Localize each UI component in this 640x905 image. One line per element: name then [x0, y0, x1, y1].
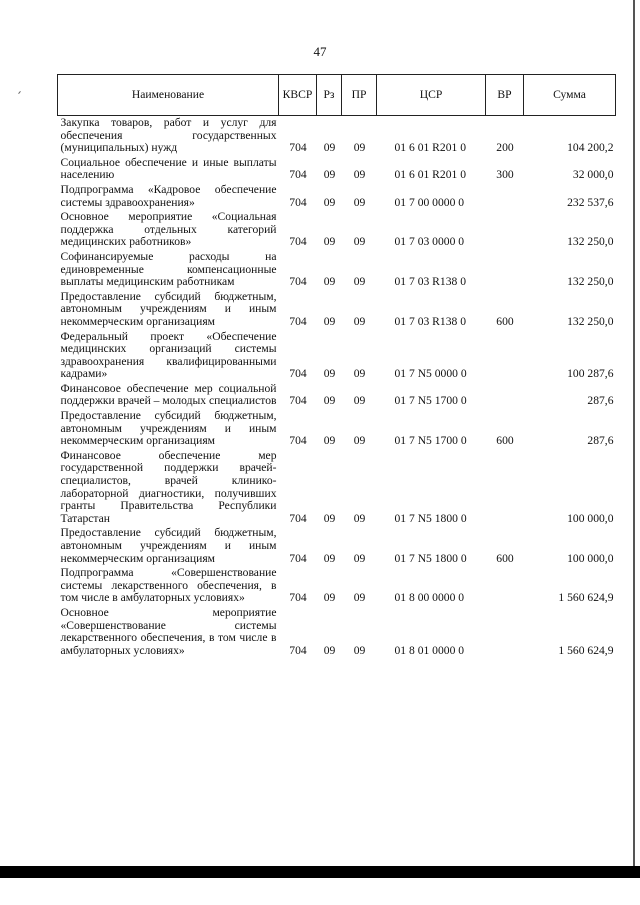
row-vr: 600	[496, 551, 514, 565]
row-kvsr: 704	[289, 195, 307, 209]
row-kvsr: 704	[289, 643, 307, 657]
row-name: Основное мероприятие «Социальная поддержка отдельных категорий медицинских работников»	[60, 210, 277, 249]
row-vr: 600	[496, 314, 514, 328]
row-name: Подпрограмма «Совершенствование системы лекарственного обеспечения, в том числе в амбулаторных условиях»	[60, 566, 277, 605]
row-rz: 09	[323, 551, 336, 565]
row-rz: 09	[323, 275, 336, 289]
row-rz: 09	[323, 367, 336, 381]
header-sum: Сумма	[524, 75, 616, 116]
row-vr: 200	[496, 141, 514, 155]
row-name: Предоставление субсидий бюджетным, автономным учреждениям и иным некоммерческим организациям	[60, 289, 277, 328]
row-rz: 09	[323, 195, 336, 209]
table-row	[58, 156, 616, 183]
row-vr	[486, 330, 524, 382]
header-rz: Рз	[317, 75, 342, 116]
budget-table	[57, 74, 616, 658]
row-kvsr: 704	[289, 367, 307, 381]
row-rz: 09	[323, 394, 336, 408]
row-sum: 32 000,0	[572, 168, 614, 182]
row-csr: 01 6 01 R201 0	[394, 168, 466, 182]
row-pr: 09	[353, 551, 366, 565]
row-name: Предоставление субсидий бюджетным, автономным учреждениям и иным некоммерческим организациям	[60, 526, 277, 565]
row-sum: 287,6	[587, 394, 614, 408]
row-sum: 100 000,0	[567, 511, 614, 525]
row-csr: 01 8 00 0000 0	[394, 591, 465, 605]
row-name: Федеральный проект «Обеспечение медицинских организаций системы здравоохранения квалифицированными кадрами»	[60, 329, 277, 381]
table-row	[58, 183, 616, 210]
row-name: Социальное обеспечение и иные выплаты населению	[60, 155, 277, 182]
row-kvsr: 704	[289, 235, 307, 249]
row-kvsr: 704	[289, 168, 307, 182]
row-pr: 09	[353, 235, 366, 249]
row-kvsr: 704	[289, 551, 307, 565]
row-csr: 01 6 01 R201 0	[394, 141, 466, 155]
table-row	[58, 116, 616, 156]
table-row	[58, 606, 616, 658]
row-pr: 09	[353, 434, 366, 448]
table-row	[58, 566, 616, 606]
header-csr: ЦСР	[377, 75, 486, 116]
row-pr: 09	[353, 511, 366, 525]
row-rz: 09	[323, 168, 336, 182]
row-rz: 09	[323, 643, 336, 657]
row-sum: 1 560 624,9	[558, 591, 614, 605]
row-name: Финансовое обеспечение мер государственной поддержки врачей-специалистов, врачей клинико-лабораторной диагностики, получивших гранты Правительства Республики Татарстан	[60, 448, 277, 525]
row-rz: 09	[323, 511, 336, 525]
row-kvsr: 704	[289, 314, 307, 328]
row-kvsr: 704	[289, 275, 307, 289]
row-pr: 09	[353, 591, 366, 605]
row-csr: 01 8 01 0000 0	[394, 643, 465, 657]
table-row	[58, 210, 616, 250]
row-pr: 09	[353, 275, 366, 289]
header-pr: ПР	[342, 75, 377, 116]
row-name: Предоставление субсидий бюджетным, автономным учреждениям и иным некоммерческим организациям	[60, 409, 277, 448]
row-sum: 100 000,0	[567, 551, 614, 565]
row-name: Подпрограмма «Кадровое обеспечение системы здравоохранения»	[60, 182, 277, 209]
table-row	[58, 409, 616, 449]
row-pr: 09	[353, 643, 366, 657]
row-vr	[486, 606, 524, 658]
row-csr: 01 7 N5 1700 0	[394, 394, 467, 408]
row-vr	[486, 183, 524, 210]
header-kvsr: КВСР	[279, 75, 317, 116]
row-sum: 1 560 624,9	[558, 643, 614, 657]
row-rz: 09	[323, 141, 336, 155]
row-name: Софинансируемые расходы на единовременные компенсационные выплаты медицинским работникам	[60, 249, 277, 289]
header-vr: ВР	[486, 75, 524, 116]
table-row	[58, 250, 616, 290]
row-csr: 01 7 N5 1800 0	[394, 551, 467, 565]
table-row	[58, 330, 616, 382]
table-row	[58, 290, 616, 330]
margin-mark	[18, 91, 21, 94]
row-name: Основное мероприятие «Совершенствование системы лекарственного обеспечения, в том числе в амбулаторных условиях»	[60, 605, 277, 657]
row-rz: 09	[323, 314, 336, 328]
row-name: Финансовое обеспечение мер социальной поддержки врачей – молодых специалистов	[60, 381, 277, 408]
row-rz: 09	[323, 591, 336, 605]
row-sum: 132 250,0	[567, 314, 614, 328]
header-name: Наименование	[58, 75, 279, 116]
table-body	[58, 116, 616, 659]
scan-right-edge	[633, 0, 635, 866]
table-row	[58, 526, 616, 566]
row-csr: 01 7 03 R138 0	[394, 275, 466, 289]
row-pr: 09	[353, 141, 366, 155]
table-row	[58, 449, 616, 527]
row-pr: 09	[353, 367, 366, 381]
row-pr: 09	[353, 168, 366, 182]
row-csr: 01 7 03 R138 0	[394, 314, 466, 328]
row-kvsr: 704	[289, 394, 307, 408]
row-vr	[486, 210, 524, 250]
row-vr	[486, 382, 524, 409]
table-header-row	[58, 75, 616, 116]
row-csr: 01 7 00 0000 0	[394, 195, 465, 209]
row-vr	[486, 566, 524, 606]
row-vr: 600	[496, 434, 514, 448]
row-kvsr: 704	[289, 511, 307, 525]
row-csr: 01 7 N5 1800 0	[394, 511, 467, 525]
row-csr: 01 7 N5 0000 0	[394, 367, 467, 381]
row-rz: 09	[323, 235, 336, 249]
row-sum: 132 250,0	[567, 235, 614, 249]
row-kvsr: 704	[289, 141, 307, 155]
row-sum: 287,6	[587, 434, 614, 448]
row-kvsr: 704	[289, 434, 307, 448]
row-pr: 09	[353, 394, 366, 408]
row-vr: 300	[496, 168, 514, 182]
row-rz: 09	[323, 434, 336, 448]
row-vr	[486, 250, 524, 290]
row-csr: 01 7 N5 1700 0	[394, 434, 467, 448]
row-sum: 100 287,6	[567, 367, 614, 381]
table-row	[58, 382, 616, 409]
row-name: Закупка товаров, работ и услуг для обеспечения государственных (муниципальных) нужд	[60, 116, 277, 155]
row-sum: 104 200,2	[567, 141, 614, 155]
row-sum: 232 537,6	[567, 195, 614, 209]
row-pr: 09	[353, 195, 366, 209]
row-pr: 09	[353, 314, 366, 328]
row-vr	[486, 449, 524, 527]
row-kvsr: 704	[289, 591, 307, 605]
row-csr: 01 7 03 0000 0	[394, 235, 465, 249]
row-sum: 132 250,0	[567, 275, 614, 289]
scan-bottom-bar	[0, 866, 640, 878]
page-number: 47	[313, 44, 327, 59]
